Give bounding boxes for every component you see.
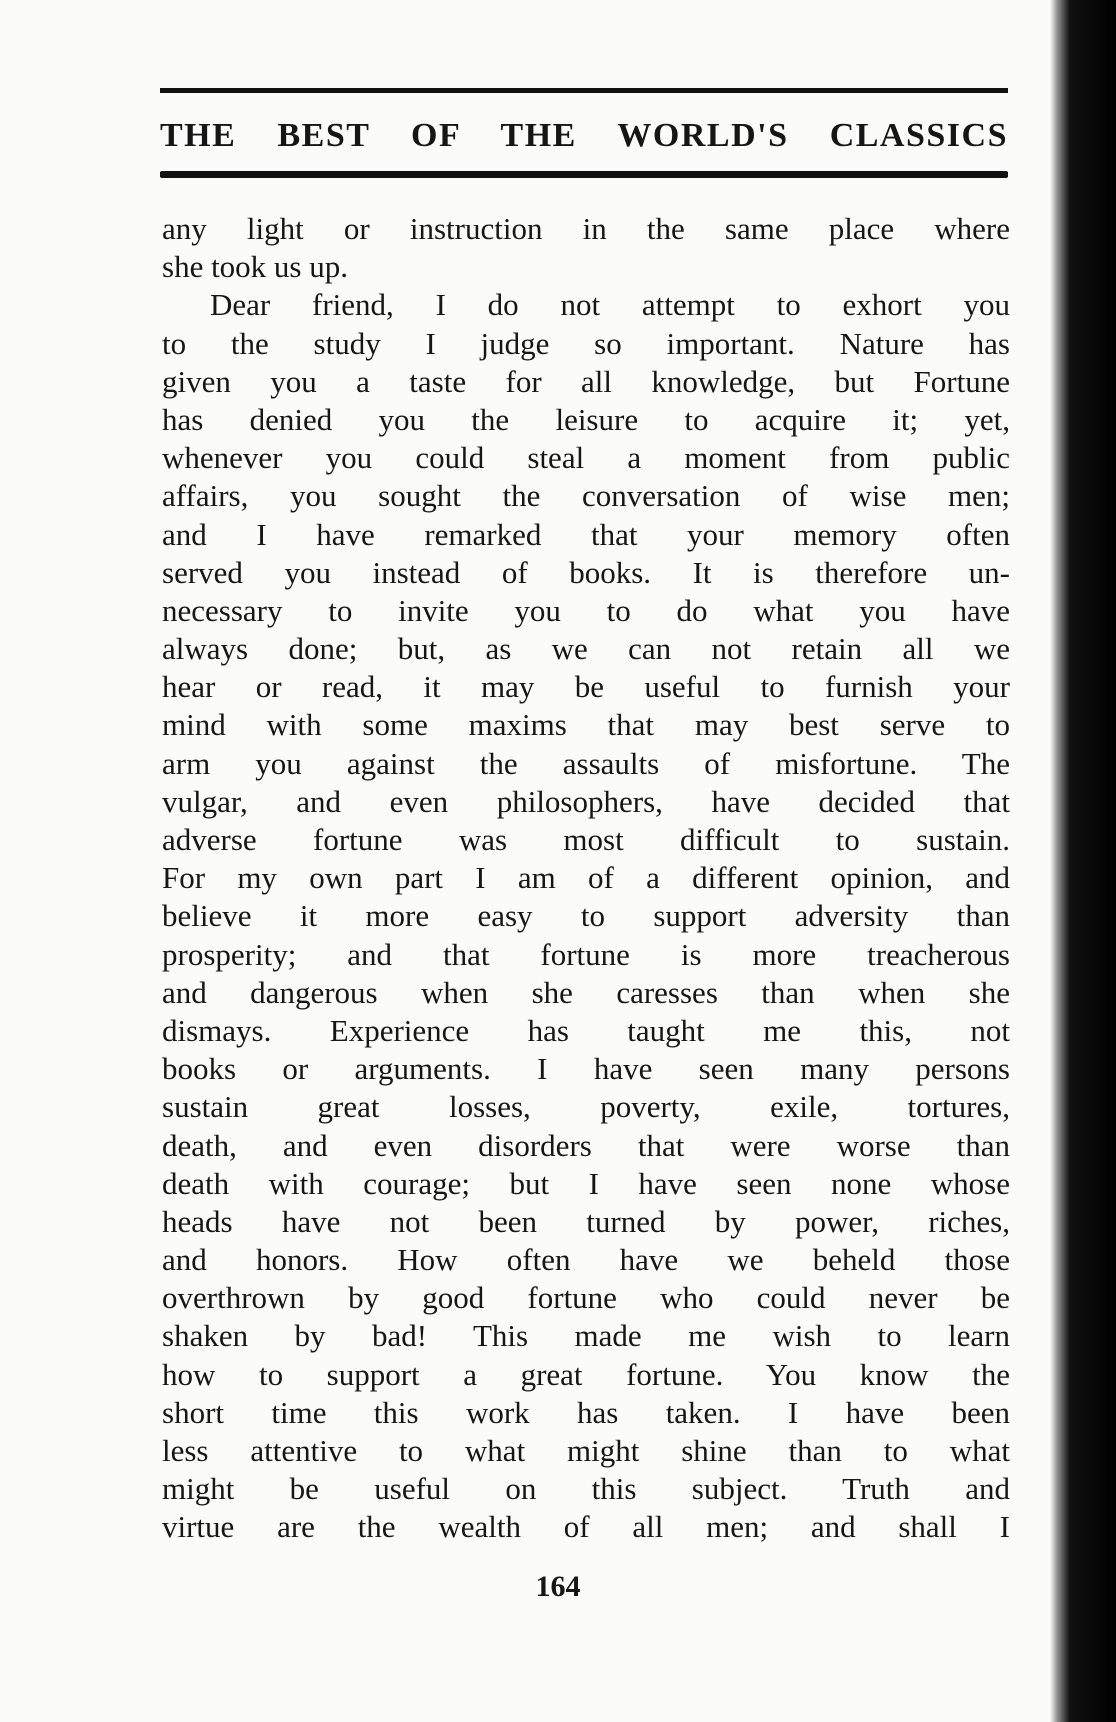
binding-shadow [1050,0,1116,1722]
text-line: vulgar, and even philosophers, have decided that [162,783,1010,819]
text-line: any light or instruction in the same place where [162,211,1010,246]
text-line: believe it more easy to support adversity than [162,898,1010,934]
text-line: affairs, you sought the conversation of wise men; [162,478,1010,514]
text-line: virtue are the wealth of all men; and shall I [162,1509,1010,1545]
text-line: overthrown by good fortune who could never be [162,1280,1010,1316]
text-line: given you a taste for all knowledge, but Fortune [162,363,1010,399]
text-line: how to support a great fortune. You know the [162,1356,1010,1392]
text-line: and honors. How often have we beheld those [162,1242,1010,1278]
text-line: arm you against the assaults of misfortune. The [162,745,1010,781]
text-line: might be useful on this subject. Truth and [162,1471,1010,1507]
text-line: less attentive to what might shine than to what [162,1433,1010,1468]
body-text [162,210,1010,1547]
text-line: adverse fortune was most difficult to sustain. [162,822,1010,857]
running-head: THE BEST OF THE WORLD'S CLASSICS [160,117,1008,154]
text-line: short time this work has taken. I have been [162,1394,1010,1430]
text-line: necessary to invite you to do what you have [162,592,1010,628]
text-line: has denied you the leisure to acquire it; yet, [162,401,1010,437]
text-line: shaken by bad! This made me wish to learn [162,1318,1010,1354]
text-line: and I have remarked that your memory often [162,516,1010,552]
text-line: served you instead of books. It is therefore un- [162,554,1010,590]
header-rule-top [160,88,1008,93]
text-line: sustain great losses, poverty, exile, tortures, [162,1089,1010,1125]
text-line: she took us up. [162,249,348,285]
text-line: death, and even disorders that were worse than [162,1127,1010,1163]
text-line: dismays. Experience has taught me this, not [162,1012,1010,1048]
text-line: to the study I judge so important. Nature has [162,325,1010,361]
text-line: and dangerous when she caresses than when she [162,974,1010,1010]
text-line: mind with some maxims that may best serve to [162,707,1010,743]
text-line: prosperity; and that fortune is more treacherous [162,936,1010,972]
text-line: heads have not been turned by power, riches, [162,1203,1010,1239]
text-line: hear or read, it may be useful to furnish your [162,669,1010,705]
text-line: Dear friend, I do not attempt to exhort you [210,287,1010,323]
text-line: always done; but, as we can not retain all we [162,631,1010,667]
header-rule-bottom [160,171,1008,178]
text-line: whenever you could steal a moment from public [162,440,1010,476]
text-line: For my own part I am of a different opinion, and [162,860,1010,896]
text-line: death with courage; but I have seen none whose [162,1165,1010,1201]
page-number: 164 [535,1570,581,1603]
text-line: books or arguments. I have seen many persons [162,1051,1010,1087]
